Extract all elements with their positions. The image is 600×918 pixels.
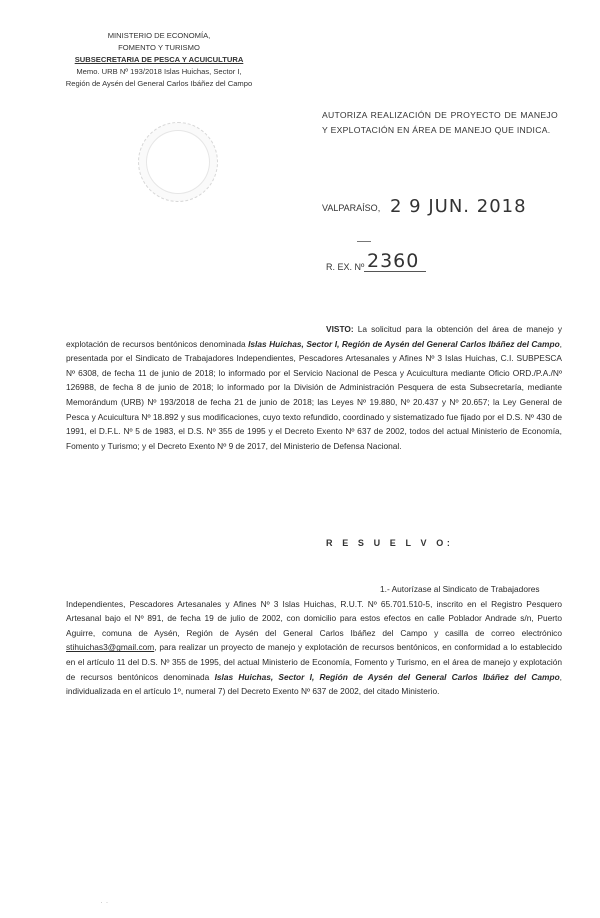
visto-paragraph: [66, 322, 562, 453]
header-ministry: MINISTERIO DE ECONOMÍA,: [107, 31, 211, 40]
header-region: Región de Aysén del General Carlos Ibáñez del Campo: [65, 79, 253, 88]
resolution-subject: AUTORIZA REALIZACIÓN DE PROYECTO DE MANEJO Y EXPLOTACIÓN EN ÁREA DE MANEJO QUE INDICA.: [322, 110, 558, 135]
rex-number: 2360: [367, 250, 420, 272]
article-1-text-a: Independientes, Pescadores Artesanales y Afines Nº 3 Islas Huichas, R.U.T. Nº 65.701.510-5, inscrito en el Registro Pesquero Artesanal bajo el Nº 891, de fecha 19 de julio de 2002, con domicilio para estos efectos en calle Poblador Andrade s/n, Puerto Aguirre, comuna de Aysén, Región de Aysén del General Carlos Ibáñez del Campo y casilla de correo electrónico: [66, 598, 562, 638]
rex-mark-dash: [357, 241, 371, 242]
visto-text-b: , presentada por el Sindicato de Trabajadores Independientes, Pescadores Artesanales y Afines Nº 3 Islas Huichas, C.I. SUBPESCA Nº 6308, de fecha 11 de junio de 2018; lo informado por el Servicio Nacional de Pesca y Acuicultura mediante Oficio ORD./P.A./Nº 126988, de fecha 8 de junio de 2018; lo informado por la División de Administración Pesquera de esta Subsecretaría, mediante Memorándum (URB) Nº 193/2018 de fecha 21 de junio de 2018; las Leyes Nº 19.880, Nº 20.437 y Nº 20.657; la Ley General de Pesca y Acuicultura Nº 18.892 y sus modificaciones, cuyo texto refundido, coordinado y sistematizado fue fijado por el D.S. Nº 430 de 1991, el D.F.L. Nº 5 de 1983, el D.S. Nº 355 de 1995 y el Decreto Exento Nº 637 de 2002, todos del actual Ministerio de Economía, Fomento y Turismo; y el Decreto Exento Nº 9 de 2017, del Ministerio de Defensa Nacional.: [66, 338, 562, 451]
article-1-lead: 1.- Autorízase al Sindicato de Trabajadores: [380, 584, 540, 594]
visto-text-a: La solicitud para la obtención del área de manejo y explotación de recursos bentónicos denominada: [66, 324, 562, 349]
article-1-area-name: Islas Huichas, Sector I, Región de Aysén del General Carlos Ibáñez del Campo: [214, 671, 560, 682]
resuelvo-heading: R E S U E L V O:: [326, 538, 454, 548]
official-stamp-seal: [138, 122, 218, 202]
scan-mark: · ·: [100, 897, 109, 907]
header-ministry-sub: FOMENTO Y TURISMO: [118, 43, 200, 52]
article-1-text-c: , individualizada en el artículo 1º, numeral 7) del Decreto Exento Nº 637 de 2002, del citado Ministerio.: [66, 671, 562, 697]
resolution-date: 2 9 JUN. 2018: [390, 196, 527, 217]
visto-label: VISTO:: [326, 324, 354, 334]
article-1-text-b: , para realizar un proyecto de manejo y explotación de recursos bentónicos, en conformidad a lo establecido en el artículo 11 del D.S. Nº 355 de 1995, del actual Ministerio de Economía, Fomento y Turismo, en el área de manejo y explotación de recursos bentónicos denominada: [66, 642, 562, 682]
article-1-paragraph: [66, 582, 562, 699]
place-label: VALPARAÍSO,: [322, 203, 381, 213]
header-subsecretaria: SUBSECRETARIA DE PESCA Y ACUICULTURA: [74, 55, 244, 64]
visto-area-name: Islas Huichas, Sector I, Región de Aysén del General Carlos Ibáñez del Campo: [248, 338, 560, 349]
article-1-email: stihuichas3@gmail.com: [66, 642, 155, 653]
header-memo: Memo. URB Nº 193/2018 Islas Huichas, Sector I,: [76, 67, 242, 76]
rex-underline: [364, 271, 426, 272]
rex-label: R. EX. Nº: [326, 262, 365, 272]
